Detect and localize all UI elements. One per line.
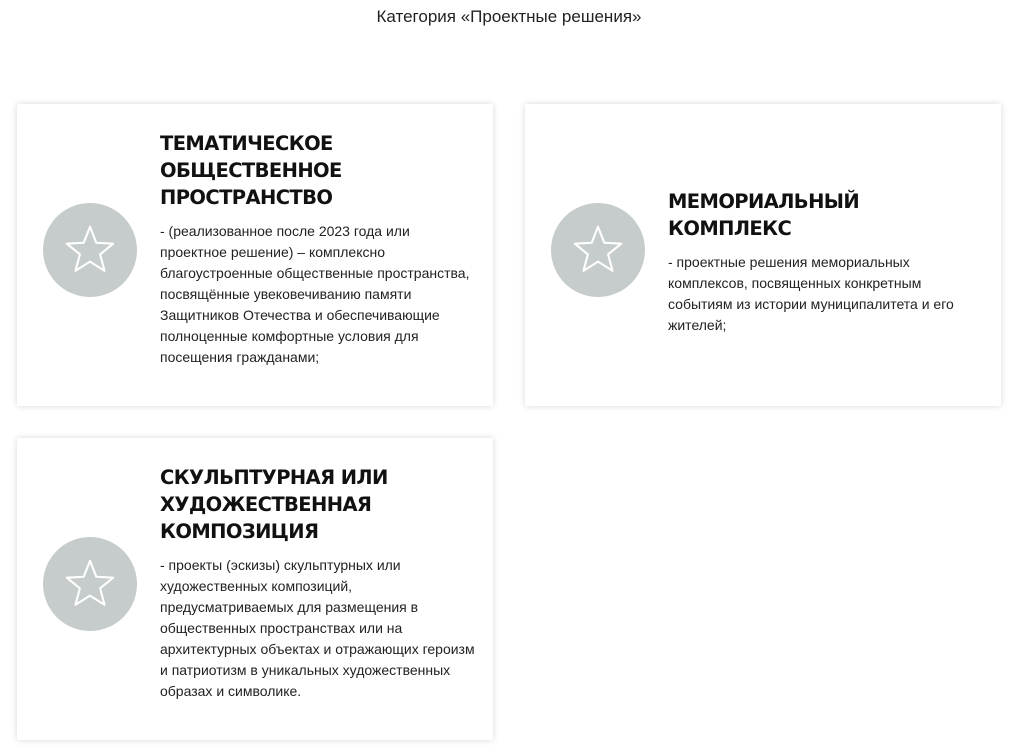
star-badge xyxy=(551,203,645,297)
star-badge xyxy=(43,203,137,297)
card-title: ТЕМАТИЧЕСКОЕ ОБЩЕСТВЕННОЕ ПРОСТРАНСТВО xyxy=(160,132,342,209)
category-card-memorial-complex xyxy=(525,104,1001,406)
card-description: - (реализованное после 2023 года или проектное решение) – комплексно благоустроенные общественные пространства, посвящённые увековечиванию памяти Защитников Отечества и обеспечивающие полноценные комфортные условия для посещения гражданами; xyxy=(160,223,470,365)
star-badge xyxy=(43,537,137,631)
card-title: СКУЛЬПТУРНАЯ ИЛИ ХУДОЖЕСТВЕННАЯ КОМПОЗИЦИЯ xyxy=(160,466,388,543)
star-icon xyxy=(61,221,119,279)
star-icon xyxy=(569,221,627,279)
card-description: - проектные решения мемориальных комплексов, посвященных конкретным событиям из истории муниципалитета и его жителей; xyxy=(668,254,954,333)
page-title: Категория «Проектные решения» xyxy=(376,7,642,26)
category-card-sculpture-composition xyxy=(17,438,493,740)
star-icon xyxy=(61,555,119,613)
card-description: - проекты (эскизы) скульптурных или художественных композиций, предусматриваемых для размещения в общественных пространствах или на архитектурных объектах и отражающих героизм и патриотизм в уникальных художественных образах и символике. xyxy=(160,557,475,699)
category-card-thematic-space xyxy=(17,104,493,406)
card-title: МЕМОРИАЛЬНЫЙ КОМПЛЕКС xyxy=(668,190,860,240)
